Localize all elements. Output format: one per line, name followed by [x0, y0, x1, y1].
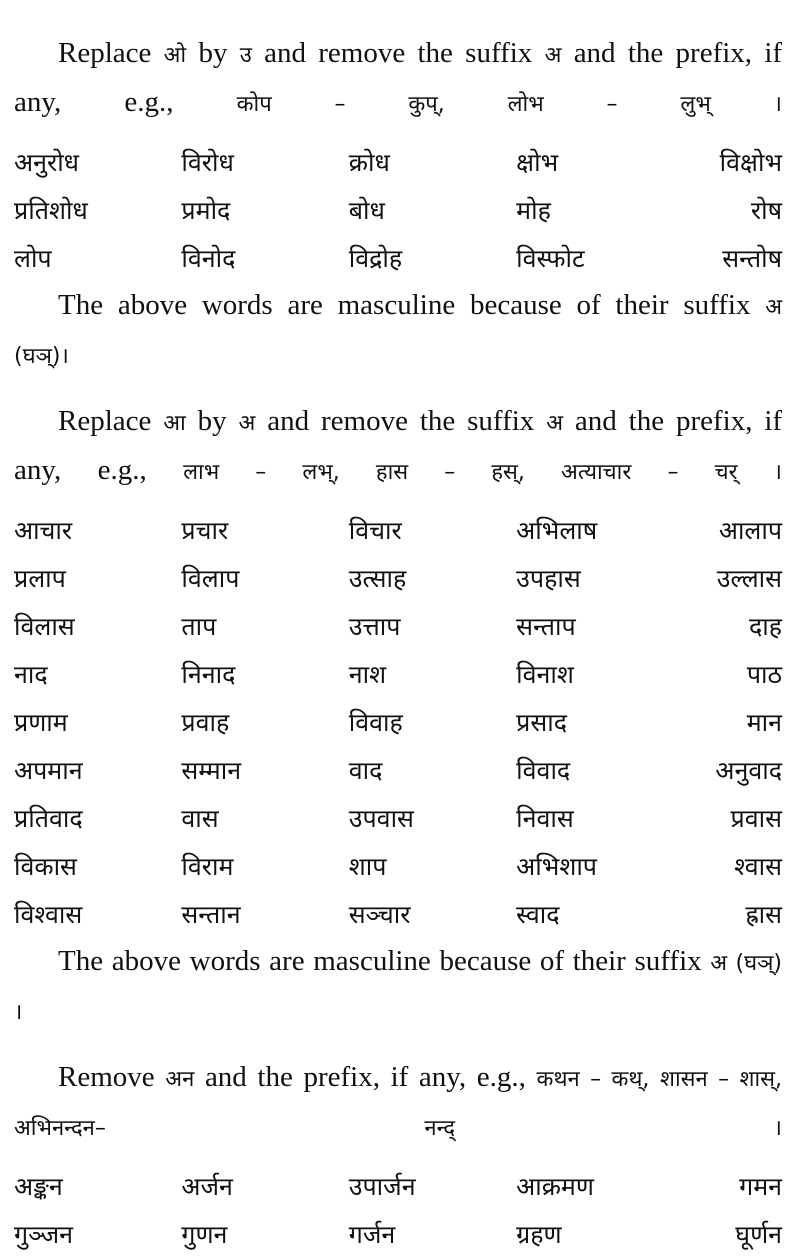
word: निनाद [181, 660, 236, 689]
word: विलाप [181, 564, 240, 593]
instruction-text: by [197, 405, 227, 437]
word: गर्जन [348, 1220, 396, 1249]
word: सन्तोष [722, 244, 783, 273]
word: दाह [749, 612, 783, 641]
instruction-text: and the [574, 405, 665, 437]
word: प्रलाप [14, 564, 66, 593]
word: अभिशाप [516, 852, 597, 881]
note-text: suffix [634, 945, 702, 977]
word: विवाह [348, 708, 403, 737]
word-row [14, 506, 782, 554]
word: प्रतिवाद [14, 804, 83, 833]
word: आक्रमण [516, 1172, 594, 1201]
instruction-text: by [198, 37, 228, 69]
word: ताप [181, 612, 217, 641]
word: विश्वास [14, 900, 83, 929]
word: अभिलाष [516, 516, 598, 545]
word-row [14, 1210, 782, 1258]
word: घूर्णन [735, 1220, 783, 1249]
instruction-paragraph-1 [14, 30, 782, 128]
word: विवाद [516, 756, 571, 785]
word: क्रोध [348, 148, 390, 177]
word: लोप [14, 244, 52, 273]
instruction-text: prefix, if any, e.g., [14, 405, 783, 486]
word: अर्जन [181, 1172, 233, 1201]
instruction-paragraph-3 [14, 1054, 782, 1152]
word: विकास [14, 852, 77, 881]
word-grid-1 [14, 138, 782, 282]
word: प्रणाम [14, 708, 68, 737]
word: विनोद [181, 244, 236, 273]
word: विराम [181, 852, 234, 881]
instruction-paragraph-2 [14, 398, 782, 496]
word: विरोध [181, 148, 234, 177]
word: ह्रास [745, 900, 783, 929]
word: उत्साह [348, 564, 407, 593]
word-row [14, 554, 782, 602]
word: सञ्चार [348, 900, 411, 929]
instruction-text: and remove the suffix [264, 37, 533, 69]
word: उपहास [516, 564, 581, 593]
hindi-inline: अ [238, 411, 256, 436]
word: सन्तान [181, 900, 241, 929]
word: वास [181, 804, 219, 833]
instruction-text: and remove the suffix [267, 405, 535, 437]
word: गमन [739, 1172, 783, 1201]
word-row [14, 186, 782, 234]
word: अनुरोध [14, 148, 80, 177]
word: उपवास [348, 804, 414, 833]
instruction-text: Remove [58, 1061, 155, 1093]
word: प्रवाह [181, 708, 230, 737]
hindi-inline: अन [165, 1067, 195, 1092]
hindi-inline: अ [546, 411, 563, 436]
word-row [14, 1162, 782, 1210]
hindi-inline: अ [544, 43, 562, 68]
hindi-example: कोप – कुप्, लोभ – लुभ् । [236, 92, 782, 117]
hindi-inline: उ [239, 43, 252, 68]
word: विलास [14, 612, 75, 641]
word: प्रतिशोध [14, 196, 88, 225]
word: सन्ताप [516, 612, 576, 641]
word-row [14, 890, 782, 938]
word: उल्लास [716, 564, 783, 593]
word-grid-2 [14, 506, 782, 938]
word: रोष [750, 196, 783, 225]
hindi-example: लाभ – लभ्, हास – हस्, अत्याचार – चर् । [183, 460, 782, 485]
word: पाठ [746, 660, 783, 689]
note-text: suffix [683, 289, 751, 321]
note-text: The above words are masculine because of their [58, 945, 626, 977]
word: गुणन [181, 1220, 228, 1249]
note-paragraph-2 [14, 938, 782, 1036]
word-row [14, 650, 782, 698]
instruction-text: and the prefix, if any, e.g., [204, 1061, 526, 1093]
word: मान [746, 708, 783, 737]
instruction-text: Replace [58, 405, 152, 437]
word: अङ्कन [14, 1172, 63, 1201]
word-grid-3 [14, 1162, 782, 1258]
word-row [14, 138, 782, 186]
note-paragraph-1 [14, 282, 782, 380]
word: प्रचार [181, 516, 229, 545]
hindi-inline: आ [163, 411, 186, 436]
word: विद्रोह [348, 244, 403, 273]
word: आलाप [718, 516, 783, 545]
word-row [14, 602, 782, 650]
word: अनुवाद [715, 756, 783, 785]
instruction-text: and the [573, 37, 664, 69]
word: गुञ्जन [14, 1220, 74, 1249]
instruction-text: prefix, if any, e.g., [14, 37, 783, 118]
word: वाद [348, 756, 383, 785]
word: निवास [516, 804, 574, 833]
word: उत्ताप [348, 612, 401, 641]
word: विस्फोट [516, 244, 585, 273]
word: विचार [348, 516, 402, 545]
hindi-example: शासन – शास्, अभिनन्दन– नन्द् । [14, 1067, 783, 1141]
word: सम्मान [181, 756, 242, 785]
word: उपार्जन [348, 1172, 416, 1201]
word: स्वाद [516, 900, 560, 929]
word: विक्षोभ [719, 148, 783, 177]
word: नाश [348, 660, 387, 689]
word: अपमान [14, 756, 83, 785]
word: नाद [14, 660, 48, 689]
hindi-example: कथन – कथ्, [536, 1067, 650, 1092]
word: मोह [516, 196, 551, 225]
word: क्षोभ [516, 148, 559, 177]
word: प्रवास [730, 804, 783, 833]
word: प्रमोद [181, 196, 231, 225]
word-row [14, 794, 782, 842]
word: प्रसाद [516, 708, 568, 737]
hindi-inline: ओ [163, 43, 187, 68]
word: आचार [14, 516, 73, 545]
word: ग्रहण [516, 1220, 562, 1249]
word: श्वास [734, 852, 783, 881]
word-row [14, 234, 782, 282]
hindi-inline: अ (घञ्) । [14, 951, 782, 1025]
instruction-text: Replace [58, 37, 152, 69]
hindi-inline: अ (घञ्)। [14, 295, 783, 369]
word-row [14, 842, 782, 890]
word: विनाश [516, 660, 574, 689]
word: शाप [348, 852, 387, 881]
word-row [14, 746, 782, 794]
word: बोध [348, 196, 385, 225]
note-text: The above words are masculine because of their [58, 289, 669, 321]
word-row [14, 698, 782, 746]
